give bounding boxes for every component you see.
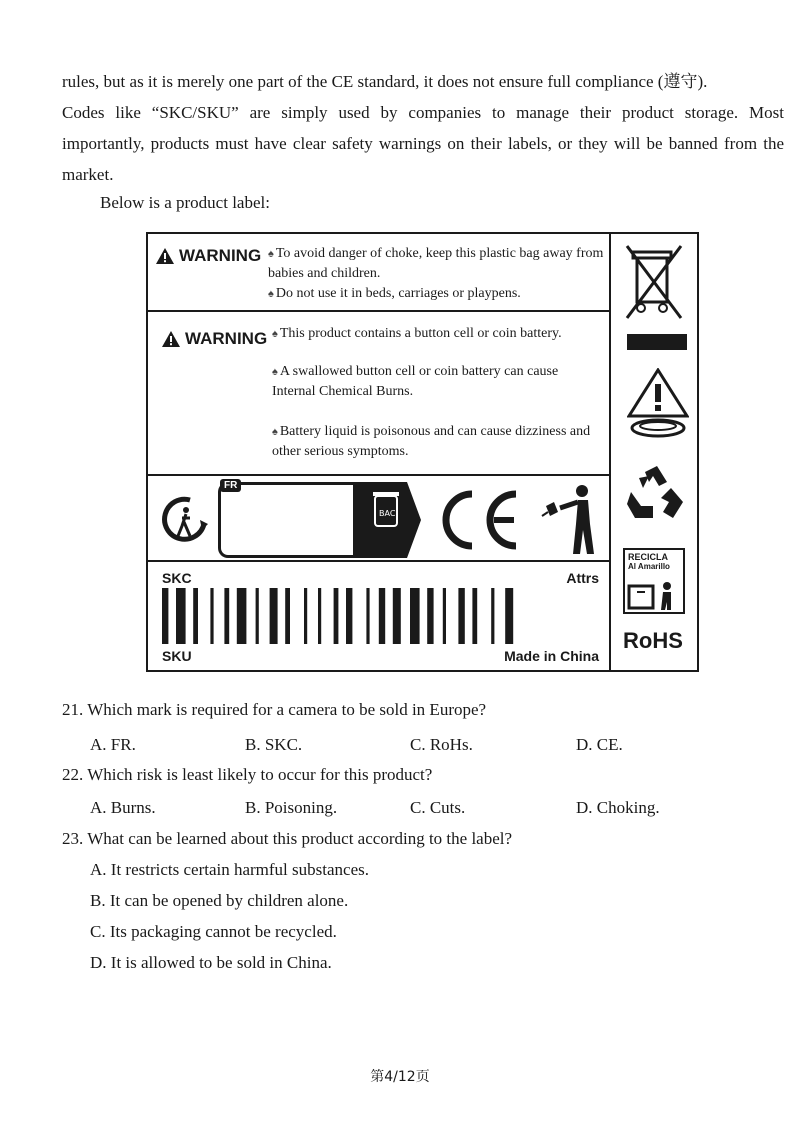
warning-heading-2-text: WARNING [185,329,268,348]
barcode [162,588,598,644]
recicla-icon [623,548,685,614]
crossed-bin-icon [623,242,685,324]
barcode-bar [162,588,168,644]
barcode-bar [237,588,247,644]
made-in-label: Made in China [504,648,599,664]
tidy-man-icon [540,482,602,556]
warning-2-item-3: ♠ Battery liquid is poisonous and can cause dizziness and other serious symptoms. [272,424,591,459]
barcode-bar [304,588,307,644]
barcode-section [148,562,609,670]
barcode-bar [472,588,477,644]
barcode-bar [443,588,446,644]
barcode-bar [346,588,352,644]
sku-label: SKU [162,648,192,664]
warning-1-item-2: ♠ Do not use it in beds, carriages or playpens. [268,286,521,301]
barcode-bar [270,588,278,644]
battery-hazard-icon [627,368,689,440]
recycle-icon [623,462,689,528]
question-22: 22. Which risk is least likely to occur for this product? [62,765,433,784]
question-23-option-b: B. It can be opened by children alone. [90,891,349,910]
symbol-row [148,476,609,562]
fr-info-panel [218,482,371,558]
barcode-bar [176,588,186,644]
question-23-option-c: C. Its packaging cannot be recycled. [90,922,337,941]
triman-icon [160,494,210,544]
question-22-option-d: D. Choking. [576,798,660,817]
barcode-bar [379,588,385,644]
barcode-bar [318,588,321,644]
warning-heading-1 [156,246,261,266]
question-23: 23. What can be learned about this product according to the label? [62,829,513,848]
barcode-bar [334,588,339,644]
barcode-bar [427,588,433,644]
skc-label: SKC [162,570,192,586]
warning-triangle-icon [156,248,174,264]
barcode-bar [505,588,513,644]
question-23-option-d: D. It is allowed to be sold in China. [90,953,332,972]
question-23-option-a: A. It restricts certain harmful substances. [90,860,369,879]
warning-1-item-1: ♠ To avoid danger of choke, keep this plastic bag away from babies and children. [268,246,604,281]
question-21-option-b: B. SKC. [245,735,303,754]
barcode-bar [224,588,229,644]
intro-line-2: Codes like “SKC/SKU” are simply used by companies to manage their product storage. Most importantly, products must have clear safety warnings on their labels, or they will be banned from the market. [62,103,784,184]
warning-2-item-1: ♠ This product contains a button cell or coin battery. [272,326,562,341]
warning-2-item-2: ♠ A swallowed button cell or coin battery can cause Internal Chemical Burns. [272,364,559,399]
rohs-mark: RoHS [623,628,683,653]
barcode-bar [458,588,464,644]
label-intro: Below is a product label: [100,193,270,212]
question-22-option-b: B. Poisoning. [245,798,338,817]
question-21-option-c: C. RoHs. [410,735,473,754]
recicla-line-1: RECICLA [628,552,668,562]
warning-box-1 [148,234,609,312]
warning-box-2 [148,312,609,476]
recicla-bin-icon [625,578,683,612]
barcode-bar [285,588,290,644]
barcode-bar [393,588,401,644]
question-21: 21. Which mark is required for a camera to be sold in Europe? [62,700,487,719]
intro-paragraph [62,66,784,190]
question-21-option-d: D. CE. [576,735,623,754]
barcode-bar [410,588,420,644]
page-footer: 第4/12页 [370,1069,430,1085]
fr-tag: FR [220,479,241,492]
ce-mark-icon [436,488,526,552]
bac-text: BAC [379,509,396,518]
warning-triangle-icon [162,331,180,347]
product-label [146,232,699,672]
barcode-bar [193,588,198,644]
question-22-option-c: C. Cuts. [410,798,466,817]
question-22-option-a: A. Burns. [90,798,156,817]
barcode-bar [366,588,369,644]
question-21-option-a: A. FR. [90,735,136,754]
recicla-line-2: Al Amarillo [628,562,670,571]
warning-text-1 [268,244,604,304]
bin-underline-bar [627,334,687,350]
attrs-label: Attrs [566,570,599,586]
warning-heading-1-text: WARNING [179,246,262,265]
barcode-bar [256,588,259,644]
barcode-bar [210,588,213,644]
label-main-column [148,234,611,670]
label-icon-column [611,234,697,670]
intro-line-1: rules, but as it is merely one part of the CE standard, it does not ensure full compliance (遵守). [62,72,708,91]
barcode-bar [491,588,494,644]
warning-heading-2 [162,329,267,349]
trash-bin-icon [353,482,423,558]
